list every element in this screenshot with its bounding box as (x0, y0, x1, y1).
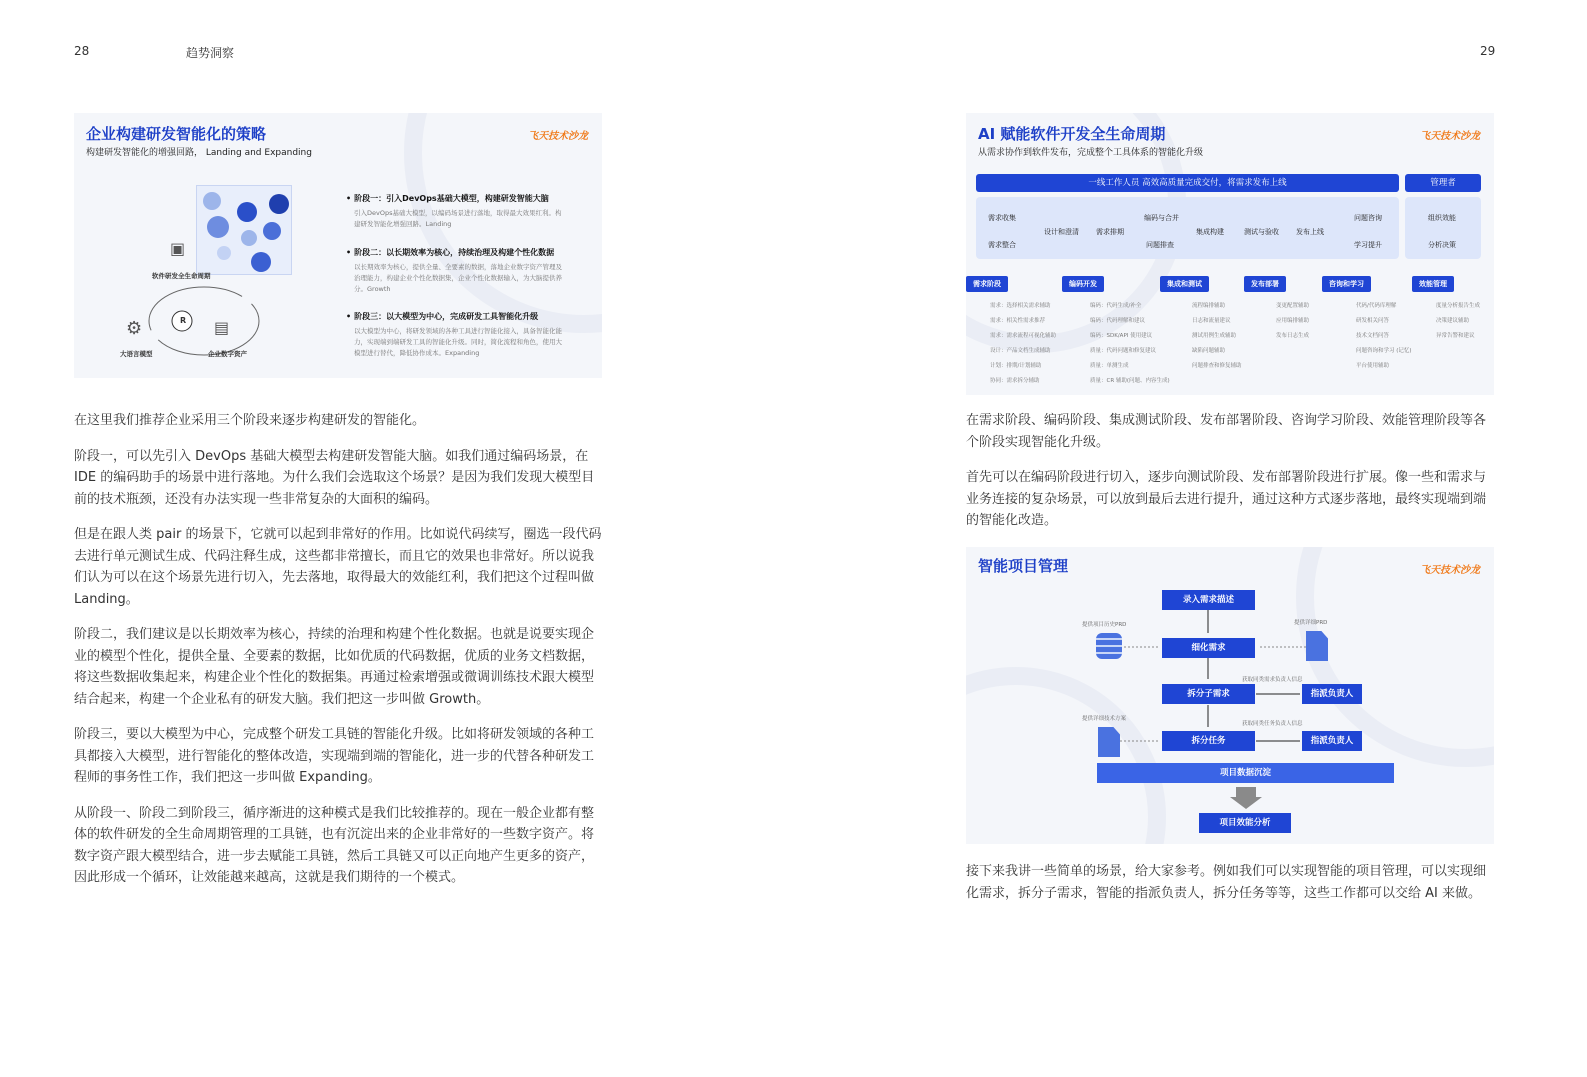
flow-item: 编码与合并 (1144, 214, 1179, 222)
document-icon (1306, 631, 1328, 661)
paragraph: 首先可以在编码阶段进行切入，逐步向测试阶段、发布部署阶段进行扩展。像一些和需求与业务连接的复杂场景，可以放到最后去进行提升，通过这种方式逐步落地，最终实现端到端的智能化改造。 (966, 470, 1487, 528)
phase-item: 决策建议辅助 (1436, 318, 1470, 324)
slide-subtitle: 构建研发智能化的增强回路， Landing and Expanding (86, 148, 312, 158)
flow-item: 需求收集 (988, 214, 1016, 222)
stage-3 (346, 311, 566, 359)
left-page-number: 28 (74, 44, 90, 58)
phase-tag: 发布部署 (1244, 276, 1286, 292)
paragraph: 在这里我们推荐企业采用三个阶段来逐步构建研发的智能化。 (74, 413, 426, 428)
note-history-prd: 提供项目历史PRD (1082, 622, 1127, 628)
phase-item: 问题排查和修复辅助 (1192, 363, 1242, 369)
phase-item: 质量：单测生成 (1090, 363, 1129, 369)
note-detail-prd: 提供详细PRD (1294, 620, 1328, 626)
cycle-label-top: 软件研发全生命周期 (152, 272, 211, 280)
phase-item: 度量分析报告生成 (1436, 303, 1481, 309)
node-efficiency-analysis: 项目效能分析 (1199, 813, 1291, 833)
flow-item: 发布上线 (1296, 228, 1324, 236)
phase-item: 发布日志生成 (1276, 333, 1310, 339)
stage-3-title: • 阶段三：以大模型为中心，完成研发工具智能化升级 (346, 311, 566, 322)
phase-list (1276, 299, 1309, 344)
stage-1-title: • 阶段一：引入DevOps基础大模型，构建研发智能大脑 (346, 193, 566, 204)
phase-item: 协同：需求拆分辅助 (990, 378, 1040, 384)
phase-item: 计划：排期/计划辅助 (990, 363, 1042, 369)
phase-item: 研发相关问答 (1356, 318, 1390, 324)
flow-item: 设计和澄清 (1044, 228, 1079, 236)
phase-item: 代码/代码库理解 (1356, 303, 1397, 309)
slide-title: AI 赋能软件开发全生命周期 (978, 125, 1166, 143)
stage-1 (346, 193, 566, 230)
right-page-number: 29 (1480, 44, 1496, 58)
node-assign-owner-2: 指派负责人 (1302, 731, 1362, 751)
database-icon (1096, 633, 1122, 659)
cycle-label-left: 大语言模型 (120, 350, 153, 358)
phase-item: 设计：产品文档生成辅助 (990, 348, 1051, 354)
note-tech-plan: 提供详细技术方案 (1082, 716, 1127, 722)
database-icon: ▤ (214, 318, 230, 337)
flow-item: 集成构建 (1196, 228, 1224, 236)
paragraph: 阶段三，要以大模型为中心，完成整个研发工具链的智能化升级。比如将研发领域的各种工具都接入大模型，进行智能化的整体改造，实现端到端的智能化，进一步的代替各种研发工程师的事务性工作，我们把这一步叫做 Expanding。 (74, 727, 595, 785)
flow-item: 分析决策 (1428, 241, 1456, 249)
paragraph: 在需求阶段、编码阶段、集成测试阶段、发布部署阶段、咨询学习阶段、效能管理阶段等各个阶段实现智能化升级。 (966, 413, 1487, 450)
paragraph: 接下来我讲一些简单的场景，给大家参考。例如我们可以实现智能的项目管理，可以实现细化需求，拆分子需求，智能的指派负责人，拆分任务等等，这些工作都可以交给 AI 来做。 (966, 864, 1487, 901)
phase-tag: 编码开发 (1062, 276, 1104, 292)
slide-subtitle: 从需求协作到软件发布，完成整个工具体系的智能化升级 (978, 148, 1204, 158)
stage-2-desc: 以长期效率为核心，提供全量、全要素的数据，落地企业数字资产管理及治理能力，构建企业个性化数据集，企业个性化数据输入，为大脑提供养分。Growth (354, 263, 562, 293)
phase-item: 编码：代码生成/补全 (1090, 303, 1142, 309)
node-refine-requirement: 细化需求 (1162, 638, 1255, 658)
paragraph: 从阶段一、阶段二到阶段三，循序渐进的这种模式是我们比较推荐的。现在一般企业都有整体的软件研发的全生命周期管理的工具链，也有沉淀出来的企业非常好的一些数字资产。将数字资产跟大模型结合，进一步去赋能工具链，然后工具链又可以正向地产生更多的资产，因此形成一个循环，让效能越来越高，这就是我们期待的一个模式。 (74, 805, 595, 885)
flow-item: 需求整合 (988, 241, 1016, 249)
flow-item: 问题排查 (1146, 241, 1174, 249)
right-body-1 (966, 410, 1496, 546)
matrix-graphic (196, 185, 292, 275)
phase-item: 技术文档问答 (1356, 333, 1390, 339)
logo: 飞天技术沙龙 (528, 131, 588, 142)
phase-item: 质量：代码问题和修复建议 (1090, 348, 1157, 354)
phase-item: 质量：CR 辅助(问题、内容生成) (1090, 378, 1170, 384)
stage-2 (346, 247, 566, 295)
phase-item: 缺陷问题辅助 (1192, 348, 1226, 354)
stage-2-title: • 阶段二：以长期效率为核心，持续治理及构建个性化数据 (346, 247, 566, 258)
cycle-center: R (180, 316, 187, 325)
phase-item: 需求：选择相关需求辅助 (990, 303, 1051, 309)
node-project-data: 项目数据沉淀 (1097, 763, 1394, 783)
phase-list (1192, 299, 1242, 374)
paragraph: 阶段一，可以先引入 DevOps 基础大模型去构建研发智能大脑。如我们通过编码场景，在 IDE 的编码助手的场景中进行落地。为什么我们会选取这个场景？是因为我们发现大模型目前的技术瓶颈，还没有办法实现一些非常复杂的大面积的编码。 (74, 448, 595, 507)
phase-item: 日志和流量建议 (1192, 318, 1231, 324)
flow-item: 学习提升 (1354, 241, 1382, 249)
phase-item: 需求：相关性需求推荐 (990, 318, 1046, 324)
phase-item: 需求：需求流程可视化辅助 (990, 333, 1057, 339)
slide-strategy (74, 113, 602, 378)
slide-project-management (966, 547, 1494, 844)
phase-list (990, 299, 1056, 389)
note-similar-req-owner: 获取同类需求负责人信息 (1242, 677, 1303, 683)
computer-icon: ▣ (170, 239, 186, 258)
note-similar-task-owner: 获取同类任务负责人信息 (1242, 721, 1303, 727)
phase-list (1356, 299, 1412, 374)
section-label: 趋势洞察 (186, 46, 235, 60)
logo: 飞天技术沙龙 (1420, 131, 1480, 142)
phase-list (1436, 299, 1480, 344)
frontline-banner: 一线工作人员 高效高质量完成交付，将需求发布上线 (976, 174, 1399, 192)
flow-item: 问题咨询 (1354, 214, 1382, 222)
flow-item: 需求排期 (1096, 228, 1124, 236)
phase-tag: 效能管理 (1412, 276, 1454, 292)
logo: 飞天技术沙龙 (1420, 565, 1480, 576)
paragraph: 阶段二，我们建议是以长期效率为核心，持续的治理和构建个性化数据。也就是说要实现企业的模型个性化，提供全量、全要素的数据，比如优质的代码数据，优质的业务文档数据，将这些数据收集起来，构建企业个性化的数据集。再通过检索增强或微调训练技术跟大模型结合起来，构建一个企业私有的研发大脑。我们把这一步叫做 Growth。 (74, 627, 595, 707)
stage-3-desc: 以大模型为中心，将研发领域的各种工具进行智能化接入，具备智能化能力，实现端到端研发工具的智能化升级。同时，简化流程和角色，使用大模型进行替代，降低协作成本。Expanding (354, 327, 562, 357)
manager-banner: 管理者 (1405, 174, 1481, 192)
phase-tag: 集成和测试 (1160, 276, 1209, 292)
paragraph: 但是在跟人类 pair 的场景下，它就可以起到非常好的作用。比如说代码续写，圈选一段代码去进行单元测试生成、代码注释生成，这些都非常擅长，而且它的效果也非常好。所以说我们认为可以在这个场景先进行切入，先去落地，取得最大的效能红利，我们把这个过程叫做 Landing。 (74, 527, 602, 607)
phase-item: 测试用例生成辅助 (1192, 333, 1237, 339)
phase-item: 异常告警和建议 (1436, 333, 1475, 339)
brain-icon: ⚙ (126, 318, 143, 339)
document-icon (1098, 727, 1120, 757)
phase-item: 流程编排辅助 (1192, 303, 1226, 309)
phase-tag: 需求阶段 (966, 276, 1008, 292)
slide-lifecycle (966, 113, 1494, 395)
phase-item: 平台使用辅助 (1356, 363, 1390, 369)
cycle-label-right: 企业数字资产 (208, 350, 247, 358)
stage-1-desc: 引入DevOps基础大模型，以编码场景进行落地，取得最大效果红利。构建研发智能化增强回路。Landing (354, 209, 562, 228)
phase-item: 应用编排辅助 (1276, 318, 1310, 324)
phase-item: 编码：代码理解和建议 (1090, 318, 1146, 324)
phase-item: 变更配置辅助 (1276, 303, 1310, 309)
left-body (74, 410, 604, 903)
worker-flow (976, 197, 1399, 259)
node-input-requirement: 录入需求描述 (1162, 590, 1255, 610)
node-split-task: 拆分任务 (1162, 731, 1255, 751)
phase-tag: 咨询和学习 (1322, 276, 1371, 292)
slide-title: 企业构建研发智能化的策略 (86, 125, 267, 143)
slide-title: 智能项目管理 (978, 557, 1069, 575)
phase-item: 问题咨询和学习 (记忆) (1356, 348, 1412, 354)
flow-item: 组织效能 (1428, 214, 1456, 222)
phase-item: 编码：SDK/API 使用建议 (1090, 333, 1153, 339)
phase-list (1090, 299, 1170, 389)
right-body-2 (966, 861, 1496, 918)
flow-item: 测试与验收 (1244, 228, 1279, 236)
node-split-sub-requirement: 拆分子需求 (1162, 684, 1255, 704)
node-assign-owner-1: 指派负责人 (1302, 684, 1362, 704)
